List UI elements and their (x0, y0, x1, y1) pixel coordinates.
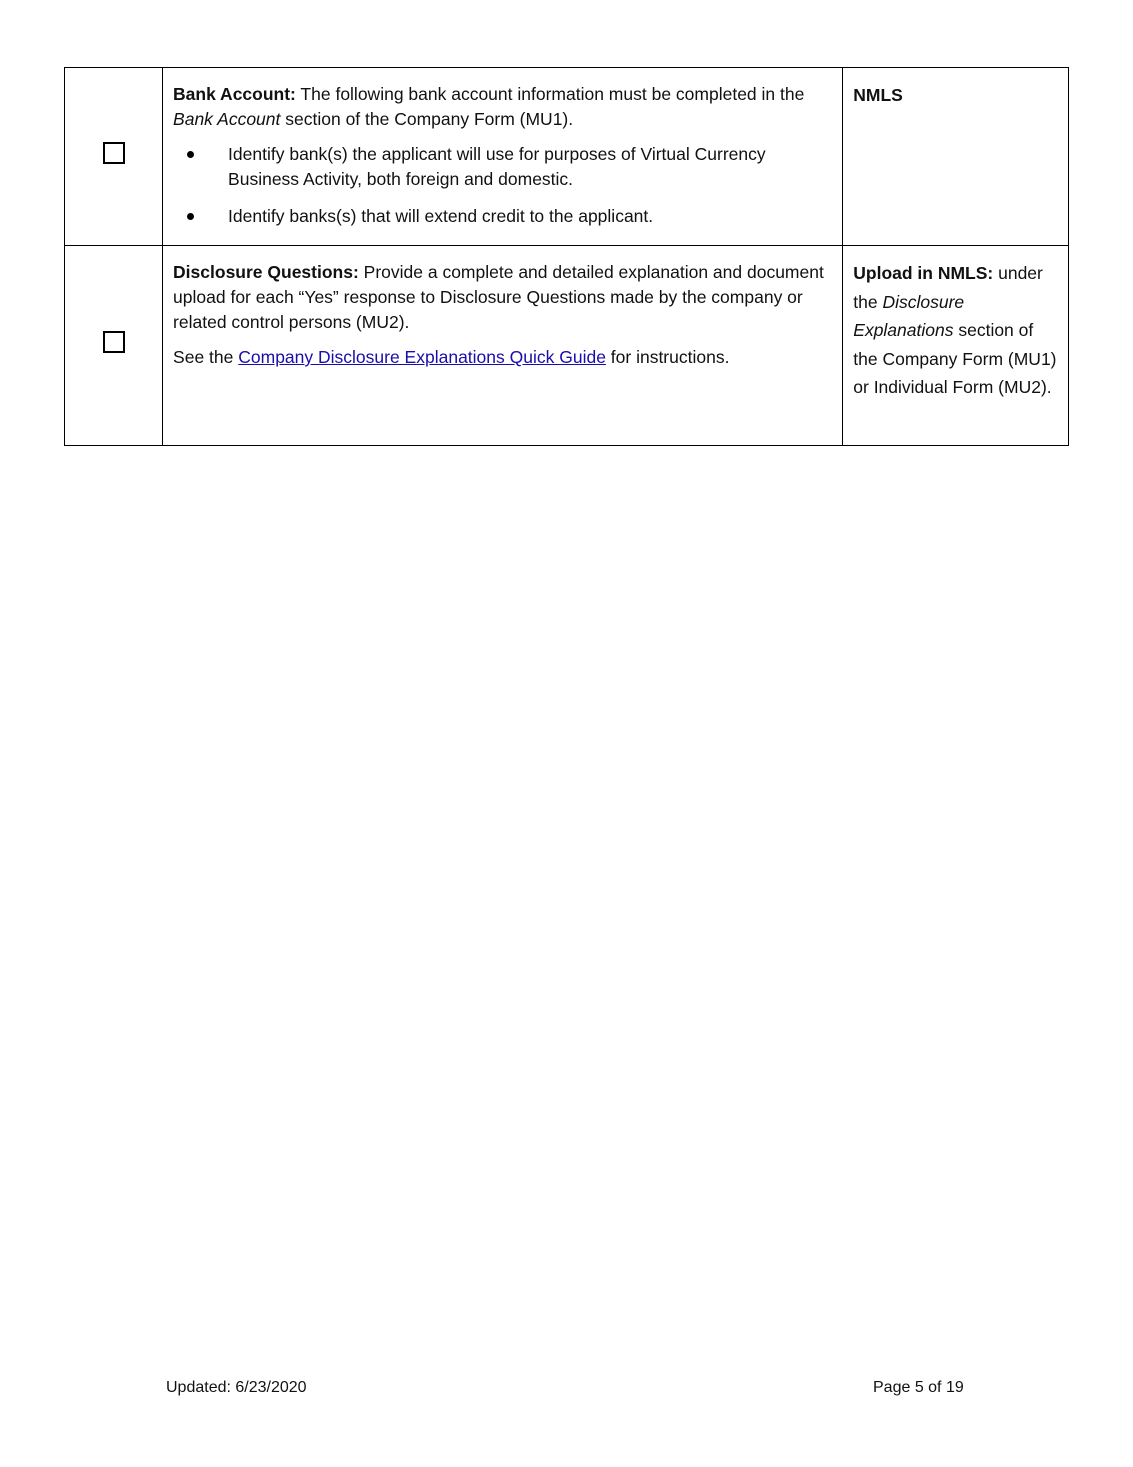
disclosure-questions-description (163, 246, 843, 446)
table-row-bank-account (65, 68, 1069, 246)
bank-account-heading: Bank Account: (173, 84, 296, 104)
list-item: Identify bank(s) the applicant will use for purposes of Virtual Currency Business Activity, both foreign and domestic. (173, 142, 832, 192)
bank-account-bullets (173, 142, 832, 229)
requirements-table (64, 67, 1069, 446)
checkbox-cell (65, 246, 163, 446)
disclosure-questions-checkbox[interactable] (103, 331, 125, 353)
footer-page-number: Page 5 of 19 (873, 1379, 964, 1396)
location-label: Upload in NMLS: (853, 263, 994, 283)
location-label: NMLS (853, 85, 903, 105)
list-item: Identify banks(s) that will extend credit to the applicant. (173, 204, 832, 229)
checkbox-cell (65, 68, 163, 246)
footer-updated-date: Updated: 6/23/2020 (166, 1379, 307, 1396)
disclosure-intro: Disclosure Questions: Provide a complete and detailed explanation and document upload for each “Yes” response to Disclosure Questions made by the company or related control persons (MU2). (173, 262, 824, 332)
bank-account-intro: Bank Account: The following bank account information must be completed in the Bank Account section of the Company Form (MU1). (173, 84, 805, 129)
disclosure-heading: Disclosure Questions: (173, 262, 359, 282)
disclosure-see-guide: See the Company Disclosure Explanations Quick Guide for instructions. (173, 347, 730, 367)
bank-account-location (843, 68, 1069, 246)
bank-account-description (163, 68, 843, 246)
table-row-disclosure-questions (65, 246, 1069, 446)
bank-account-checkbox[interactable] (103, 142, 125, 164)
quick-guide-link[interactable]: Company Disclosure Explanations Quick Guide (238, 347, 606, 367)
disclosure-questions-location: Upload in NMLS: under the Disclosure Explanations section of the Company Form (MU1) or Individual Form (MU2). (843, 246, 1069, 446)
